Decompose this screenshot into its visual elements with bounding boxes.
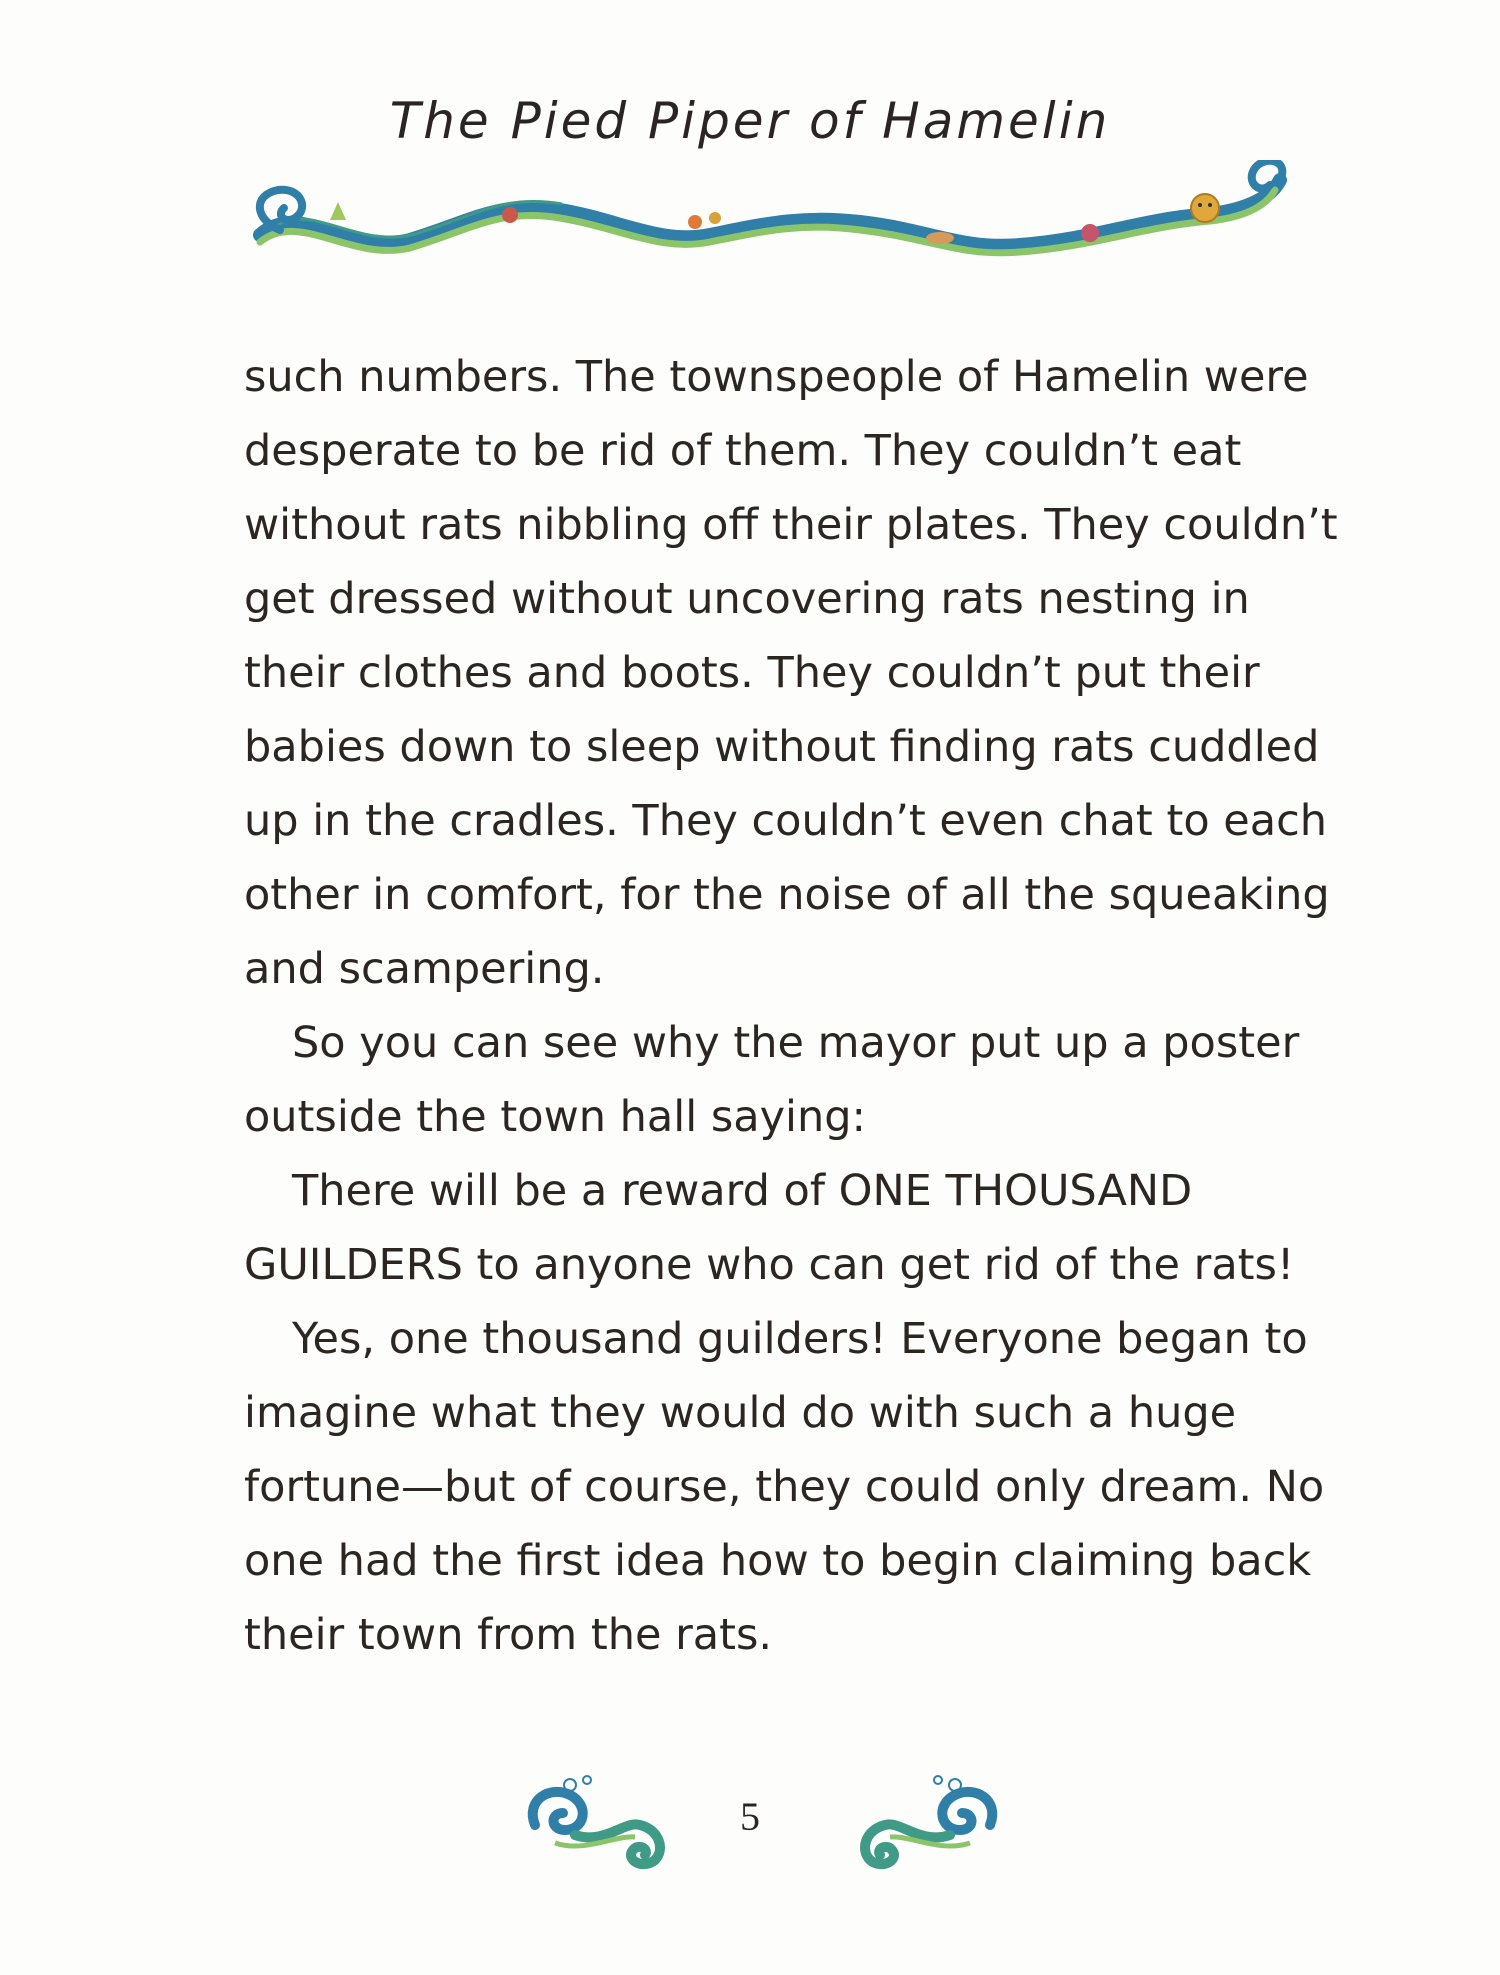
wave-banner-icon bbox=[240, 160, 1300, 280]
story-text bbox=[244, 340, 1344, 1672]
paragraph: So you can see why the mayor put up a poster outside the town hall saying: bbox=[244, 1018, 1300, 1142]
paragraph: such numbers. The townspeople of Hamelin were desperate to be rid of them. They couldn’t eat without rats nibbling off their plates. They couldn’t get dressed without uncovering rats nesting in their clothes and boots. They couldn’t put their babies down to sleep without finding rats cuddled up in the cradles. They couldn’t even chat to each other in comfort, for the noise of all the squeaking and scampering. bbox=[244, 352, 1338, 994]
running-title: The Pied Piper of Hamelin bbox=[389, 92, 1111, 150]
right-wave-ornament-icon bbox=[840, 1765, 1010, 1875]
paragraph: Yes, one thousand guilders! Everyone began to imagine what they would do with such a huge fortune—but of course, they could only dream. No one had the first idea how to begin claiming back their town from the rats. bbox=[244, 1314, 1325, 1660]
left-wave-ornament-icon bbox=[515, 1765, 685, 1875]
paragraph: There will be a reward of ONE THOUSAND GUILDERS to anyone who can get rid of the rats! bbox=[244, 1166, 1295, 1290]
page-number: 5 bbox=[740, 1794, 760, 1839]
